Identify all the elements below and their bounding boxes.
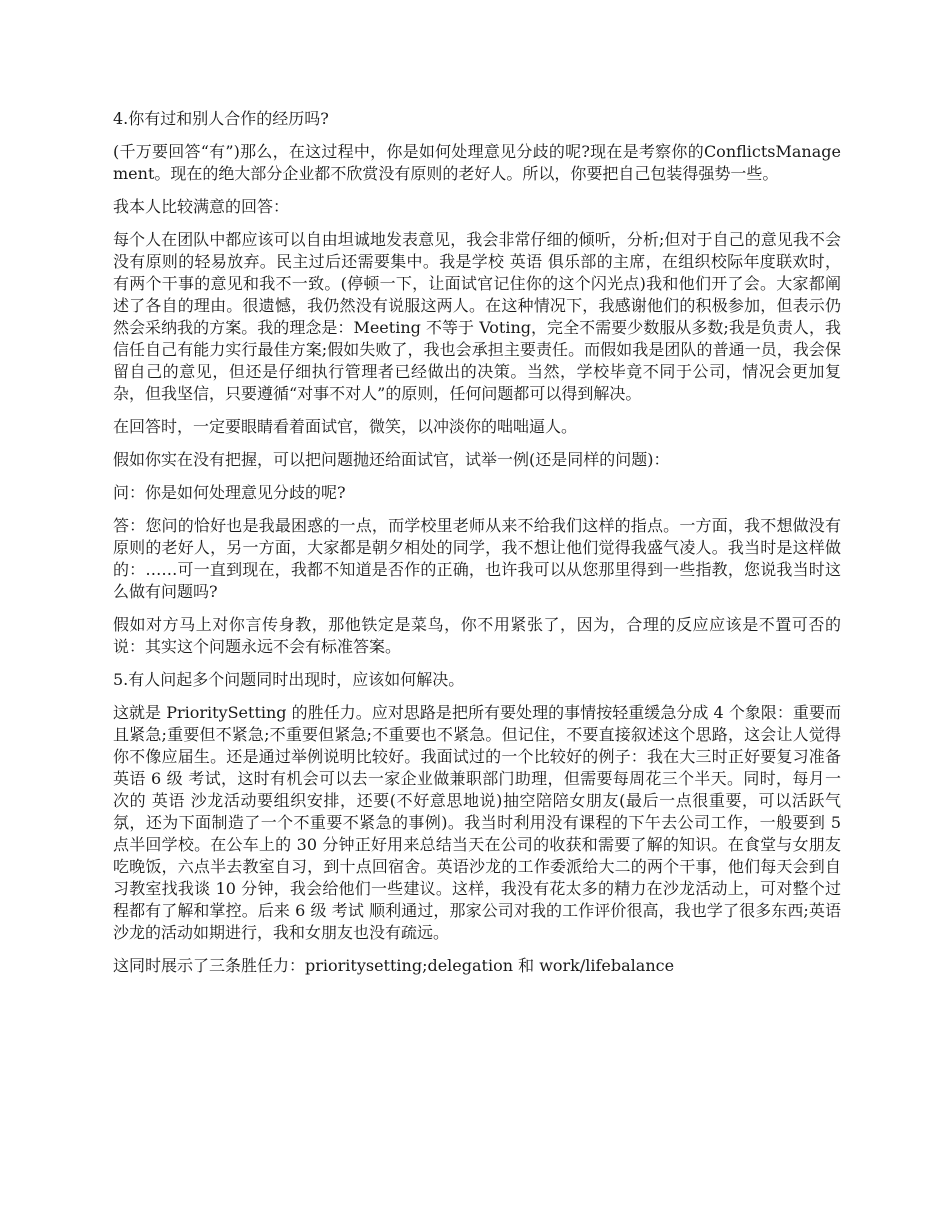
question-line: 问：你是如何处理意见分歧的呢?: [113, 483, 346, 502]
paragraph: 假如你实在没有把握，可以把问题抛还给面试官，试举一例(还是同样的问题)：: [113, 450, 670, 469]
document-body: [113, 108, 841, 988]
paragraph: 在回答时，一定要眼睛看着面试官，微笑，以冲淡你的咄咄逼人。: [113, 417, 578, 436]
answer-paragraph: 答：您问的恰好也是我最困惑的一点，而学校里老师从来不给我们这样的指点。一方面，我不想做没有原则的老好人，另一方面，大家都是朝夕相处的同学，我不想让他们觉得我盛气凌人。我当时是这样做的：……可一直到现在，我都不知道是否作的正确，也许我可以从您那里得到一些指教，您说我当时这么做有问题吗?: [113, 516, 841, 601]
paragraph: 我本人比较满意的回答：: [113, 197, 290, 216]
paragraph: 假如对方马上对你言传身教，那他铁定是菜鸟，你不用紧张了，因为，合理的反应应该是不置可否的说：其实这个问题永远不会有标准答案。: [113, 615, 841, 656]
summary-line: 这同时展示了三条胜任力：prioritysetting;delegation 和 work/lifebalance: [113, 956, 675, 975]
sample-answer-paragraph: 每个人在团队中都应该可以自由坦诚地发表意见，我会非常仔细的倾听，分析;但对于自己的意见我不会没有原则的轻易放弃。民主过后还需要集中。我是学校 英语 俱乐部的主席，在组织校际年度联欢时，有两个干事的意见和我不一致。(停顿一下，让面试官记住你的这个闪光点)我和他们开了会。大家都阐述了各自的理由。很遗憾，我仍然没有说服这两人。在这种情况下，我感谢他们的积极参加，但表示仍然会采纳我的方案。我的理念是：Meeting 不等于 Voting，完全不需要少数服从多数;我是负责人，我信任自己有能力实行最佳方案;假如失败了，我也会承担主要责任。而假如我是团队的普通一员，我会保留自己的意见，但还是仔细执行管理者已经做出的决策。当然，学校毕竟不同于公司，情况会更加复杂，但我坚信，只要遵循“对事不对人”的原则，任何问题都可以得到解决。: [113, 230, 841, 403]
question-heading-5: 5.有人问起多个问题同时出现时，应该如何解决。: [113, 670, 465, 689]
priority-setting-paragraph: 这就是 PrioritySetting 的胜任力。应对思路是把所有要处理的事情按轻重缓急分成 4 个象限：重要而且紧急;重要但不紧急;不重要但紧急;不重要也不紧急。但记住，不要直接叙述这个思路，这会让人觉得你不像应届生。还是通过举例说明比较好。我面试过的一个比较好的例子：我在大三时正好要复习准备 英语 6 级 考试，这时有机会可以去一家企业做兼职部门助理，但需要每周花三个半天。同时，每月一次的 英语 沙龙活动要组织安排，还要(不好意思地说)抽空陪陪女朋友(最后一点很重要，可以活跃气氛，还为下面制造了一个不重要不紧急的事例)。我当时利用没有课程的下午去公司工作，一般要到 5 点半回学校。在公车上的 30 分钟正好用来总结当天在公司的收获和需要了解的知识。在食堂与女朋友吃晚饭，六点半去教室自习，到十点回宿舍。英语沙龙的工作委派给大二的两个干事，他们每天会到自习教室找我谈 10 分钟，我会给他们一些建议。这样，我没有花太多的精力在沙龙活动上，可对整个过程都有了解和掌控。后来 6 级 考试 顺利通过，那家公司对我的工作评价很高，我也学了很多东西;英语沙龙的活动如期进行，我和女朋友也没有疏远。: [113, 703, 841, 942]
paragraph: (千万要回答“有”)那么，在这过程中，你是如何处理意见分歧的呢?现在是考察你的ConflictsManagement。现在的绝大部分企业都不欣赏没有原则的老好人。所以，你要把自己包装得强势一些。: [113, 142, 841, 183]
question-heading-4: 4.你有过和别人合作的经历吗?: [113, 109, 329, 128]
